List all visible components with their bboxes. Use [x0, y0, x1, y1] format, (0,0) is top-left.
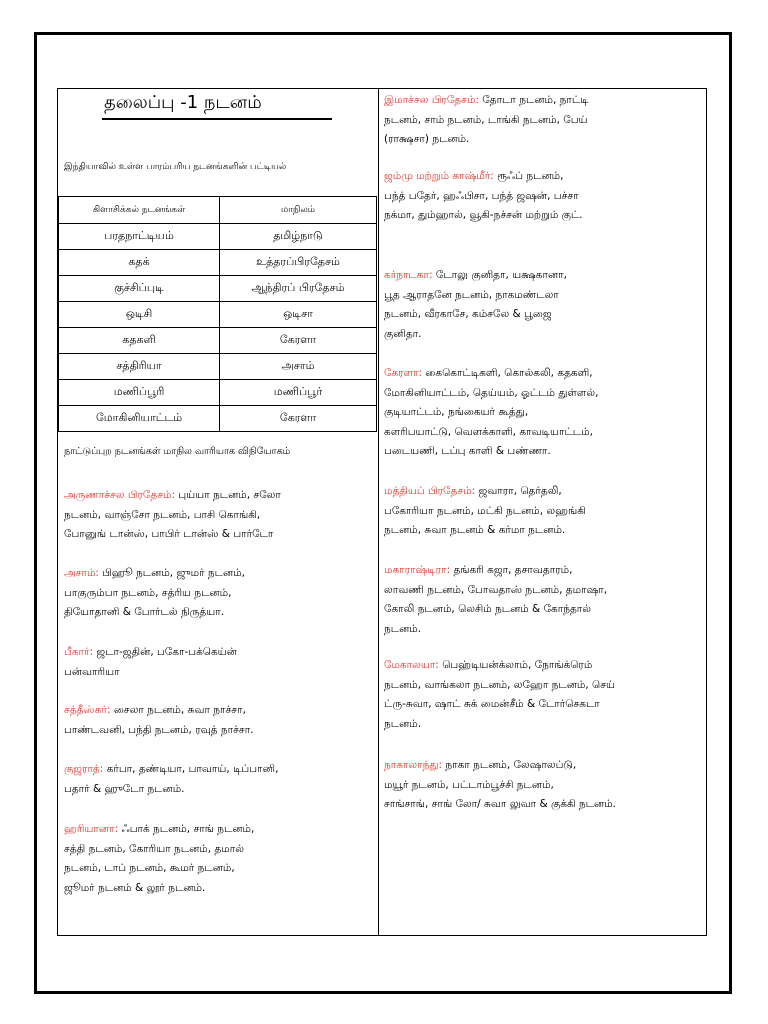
dance-text: பன்வாரியா [64, 665, 120, 678]
entry-line [384, 91, 589, 111]
dance-text: ஜவாரா, தெர்தலி, [475, 485, 562, 497]
entry-line [384, 695, 615, 715]
entry-line [64, 820, 254, 840]
state-dance-entry [384, 656, 615, 734]
state-label: இமாச்சல பிரதேசம்: [384, 94, 479, 106]
column-divider [378, 88, 379, 936]
dance-text: பாகுரும்பா நடனம், சத்ரிய நடனம், [64, 586, 232, 599]
entry-line [384, 521, 586, 541]
dance-name-cell: கதக் [59, 250, 220, 276]
state-dance-entry [64, 564, 245, 623]
dance-name-cell: மோகினியாட்டம் [59, 406, 220, 432]
dance-text: (ராக்ஷசா) நடனம். [384, 133, 470, 145]
state-dance-entry [384, 91, 589, 150]
state-dance-entry [64, 643, 237, 682]
dance-name-cell: சத்திரியா [59, 354, 220, 380]
dance-text: நடனம். [384, 717, 422, 730]
state-label: குஜராத்: [64, 763, 104, 775]
entry-line [384, 502, 586, 522]
dance-text: மயூர் நடனம், பட்டாம்பூச்சி நடனம், [384, 778, 554, 791]
table-row [59, 354, 377, 380]
dance-text: போனுங் டான்ஸ், பாபிர் டான்ஸ் & பார்டோ [64, 528, 274, 540]
entry-line [384, 266, 567, 286]
entry-line [384, 423, 598, 443]
entry-line [64, 663, 237, 683]
dance-text: பந்த் பதேர், ஹஃபிசா, பந்த் ஜஷன், பச்சா [384, 189, 579, 202]
dance-text: புய்யா நடனம், சலோ [175, 489, 281, 501]
entry-line [64, 721, 254, 741]
entry-line [64, 603, 245, 623]
dance-text: பூத ஆராதனே நடனம், நாகமண்டலா [384, 288, 559, 301]
state-name-cell: அசாம் [220, 354, 377, 380]
dance-text: கைகொட்டிகளி, கொல்கலி, கதகளி, [422, 367, 593, 379]
state-name-cell: தமிழ்நாடு [220, 224, 377, 250]
table-row [59, 276, 377, 302]
table-row [59, 302, 377, 328]
dance-text: நடனம், வாங்கலா நடனம், லஹோ நடனம், செய் [384, 678, 616, 691]
dance-text: ட்ரு-சுவா, ஷாட் சுக் மைன்சீம் & டோர்செகடா [384, 698, 600, 710]
state-label: ஜம்மு மற்றும் காஷ்மீர்: [384, 170, 494, 182]
entry-line [384, 364, 598, 384]
dance-text: பெஹ்டியன்க்லாம், நோங்க்ரெம் [438, 659, 593, 671]
entry-line [384, 620, 607, 640]
dance-text: ஃபாக் நடனம், சாங் நடனம், [118, 823, 255, 835]
dance-text: நடனம், வாஞ்சோ நடனம், பாசி கொங்கி, [64, 508, 261, 521]
dance-name-cell: மணிப்பூரி [59, 380, 220, 406]
state-dance-entry [384, 266, 567, 344]
dance-text: குனிதா. [384, 327, 422, 340]
state-label: அருணாச்சல பிரதேசம்: [64, 489, 176, 501]
state-label: நாகாலாந்து: [384, 759, 443, 771]
entry-line [384, 442, 598, 462]
state-label: சத்தீஸ்கர்: [64, 704, 111, 716]
entry-line [64, 760, 278, 780]
entry-line [64, 840, 254, 860]
table-header-cell: கிளாசிக்கல் நடனங்கள் [59, 197, 220, 224]
table-row [59, 250, 377, 276]
entry-line [384, 384, 598, 404]
dance-text: கர்பா, தண்டியா, பாவாய், டிப்பானி, [103, 763, 279, 775]
entry-line [384, 581, 607, 601]
dance-text: சத்தி நடனம், கோரியா நடனம், தமால் [64, 842, 244, 855]
state-dance-entry [64, 760, 278, 799]
dance-name-cell: பரதநாட்டியம் [59, 224, 220, 250]
dance-text: ஜடா-ஜதின், பகோ-பக்கெய்ன் [93, 646, 237, 658]
entry-line [64, 584, 245, 604]
state-name-cell: ஆந்திரப் பிரதேசம் [220, 276, 377, 302]
state-label: மகாராஷ்டிரா: [384, 564, 451, 576]
state-dance-entry [384, 167, 583, 226]
state-dance-entry [384, 364, 598, 462]
state-name-cell: மணிப்பூர் [220, 380, 377, 406]
dance-text: தங்கரி கஜா, தசாவதாரம், [450, 564, 573, 576]
dance-text: டோலு குனிதா, யக்ஷகானா, [432, 269, 567, 281]
table-row [59, 380, 377, 406]
dance-name-cell: ஒடிசி [59, 302, 220, 328]
dance-text: நக்மா, தும்ஹால், வூகி-நச்சன் மற்றும் குட். [384, 209, 583, 221]
entry-line [384, 403, 598, 423]
dance-name-cell: குச்சிப்புடி [59, 276, 220, 302]
entry-line [384, 325, 567, 345]
entry-line [384, 206, 583, 226]
dance-text: லாவணி நடனம், போவதாஸ் நடனம், தமாஷா, [384, 583, 608, 596]
dance-text: நடனம், சுவா நடனம் & கர்மா நடனம். [384, 524, 566, 536]
entry-line [64, 701, 254, 721]
dance-text: பதார் & ஹுடோ நடனம். [64, 782, 185, 795]
state-label: கேரளா: [384, 367, 423, 379]
entry-line [384, 656, 615, 676]
entry-line [384, 286, 567, 306]
state-dance-entry [384, 482, 586, 541]
state-label: பீகார்: [64, 646, 94, 658]
entry-line [384, 676, 615, 696]
entry-line [384, 795, 616, 815]
entry-line [384, 167, 583, 187]
state-name-cell: கேரளா [220, 328, 377, 354]
dance-text: நடனம், வீரகாசே, கம்சலே & பூஜை [384, 308, 552, 320]
classical-dance-table [58, 196, 377, 432]
entry-line [64, 643, 237, 663]
entry-line [384, 776, 616, 796]
state-label: கர்நாடகா: [384, 269, 433, 281]
state-dance-entry [384, 756, 616, 815]
state-label: ஹரியானா: [64, 823, 119, 835]
state-name-cell: கேரளா [220, 406, 377, 432]
dance-text: தியோதானி & போர்டல் நிருத்யா. [64, 606, 225, 618]
entry-line [64, 525, 281, 545]
entry-line [384, 187, 583, 207]
entry-line [384, 111, 589, 131]
state-dance-entry [64, 701, 254, 740]
dance-text: களரிபயாட்டு, வெளக்காளி, காவடியாட்டம், [384, 425, 593, 438]
dance-text: ரூஃப் நடனம், [493, 170, 564, 182]
entry-line [64, 506, 281, 526]
entry-line [384, 561, 607, 581]
entry-line [64, 859, 254, 879]
dance-text: பாண்டவனி, பந்தி நடனம், ரவுத் நாச்சா. [64, 723, 254, 736]
page-title: தலைப்பு -1 நடனம் [104, 92, 262, 113]
page-subtitle: இந்தியாவில் உள்ள பாரம்பரிய நடனங்களின் பட்டியல் [64, 162, 287, 172]
entry-line [64, 780, 278, 800]
entry-line [384, 756, 616, 776]
table-row [59, 328, 377, 354]
entry-line [384, 600, 607, 620]
state-label: அசாம்: [64, 567, 99, 579]
state-dance-entry [64, 486, 281, 545]
table-header-row [59, 197, 377, 224]
dance-text: படையணி, டப்பு காளி & பண்ணா. [384, 445, 551, 457]
entry-line [64, 564, 245, 584]
dance-text: தோடா நடனம், நாட்டி [478, 94, 589, 106]
title-underline [102, 118, 332, 120]
dance-text: நாகா நடனம், லேஷாலப்டு, [442, 759, 577, 771]
dance-text: கோலி நடனம், லெசிம் நடனம் & கோந்தால் [384, 603, 592, 615]
entry-line [64, 879, 254, 899]
entry-line [384, 715, 615, 735]
table-row [59, 224, 377, 250]
state-name-cell: ஒடிசா [220, 302, 377, 328]
dance-name-cell: கதகளி [59, 328, 220, 354]
dance-text: நடனம். [384, 622, 422, 635]
entry-line [384, 130, 589, 150]
state-dance-entry [64, 820, 254, 898]
entry-line [384, 305, 567, 325]
dance-text: சாங்சாங், சாங் லோ/ சுவா லுவா & குக்கி நடனம். [384, 798, 616, 810]
state-label: மத்தியப் பிரதேசம்: [384, 485, 476, 497]
dance-text: பகோரியா நடனம், மட்கி நடனம், லஹங்கி [384, 504, 586, 517]
state-label: மேகாலயா: [384, 659, 439, 671]
dance-text: சைலா நடனம், சுவா நாச்சா, [110, 704, 246, 716]
folk-dance-heading: நாட்டுப்புற நடனங்கள் மாநில வாரியாக விநியோகம் [64, 446, 291, 457]
dance-text: மோகினியாட்டம், தெய்யம், ஓட்டம் துள்ளல், [384, 386, 599, 399]
state-name-cell: உத்தரப்பிரதேசம் [220, 250, 377, 276]
dance-text: ஜூமர் நடனம் & லூர் நடனம். [64, 881, 206, 894]
dance-text: நடனம், டாப் நடனம், கூமர் நடனம், [64, 862, 235, 874]
dance-text: நடனம், சாம் நடனம், டாங்கி நடனம், பேய் [384, 113, 588, 126]
dance-text: பிஹூ நடனம், ஜுமர் நடனம், [98, 567, 245, 579]
state-dance-entry [384, 561, 607, 639]
entry-line [384, 482, 586, 502]
entry-line [64, 486, 281, 506]
table-header-cell: மாநிலம் [220, 197, 377, 224]
table-row [59, 406, 377, 432]
dance-text: குடியாட்டம், நங்கையர் கூத்து, [384, 406, 529, 418]
